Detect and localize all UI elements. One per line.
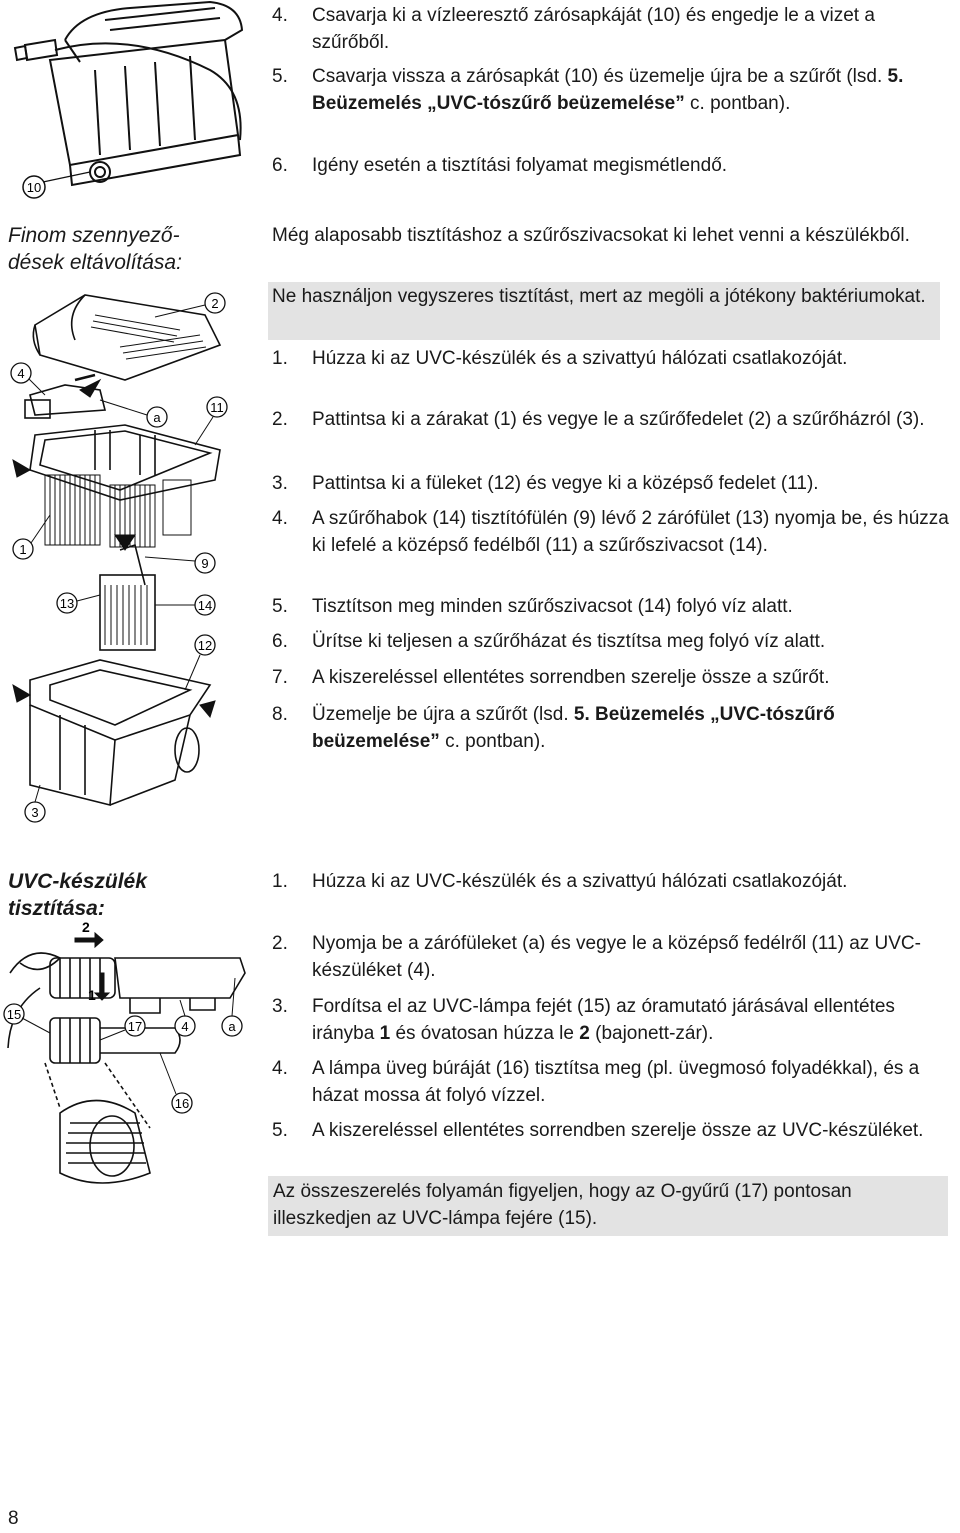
warning-box: Ne használjon vegyszeres tisztítást, mert az megöli a jótékony baktériumokat. [268, 282, 940, 340]
callout-10 [23, 172, 90, 198]
svg-text:10: 10 [26, 180, 42, 195]
list-item: 6. Igény esetén a tisztítási folyamat megismétlendő. [272, 155, 728, 176]
list-item: 4. Csavarja ki a vízleeresztő zárósapkáját (10) és engedje le a vizet a szűrőből. [272, 5, 875, 53]
filter-drain-illustration [10, 0, 260, 210]
list-item: 3. Pattintsa ki a füleket (12) és vegye ki a középső fedelet (11). [272, 473, 819, 494]
svg-text:12: 12 [197, 638, 213, 653]
callout-14 [155, 595, 215, 615]
svg-text:3: 3 [31, 805, 39, 820]
svg-text:a: a [228, 1019, 236, 1034]
callout-3 [25, 785, 45, 822]
svg-text:a: a [153, 410, 161, 425]
callout-11 [195, 397, 227, 445]
svg-text:4: 4 [17, 366, 25, 381]
callout-13 [57, 593, 100, 613]
svg-text:11: 11 [210, 400, 224, 415]
callout-1 [13, 515, 50, 559]
callout-9 [145, 553, 215, 573]
svg-text:14: 14 [197, 598, 213, 613]
list-item: 8. Üzemelje be újra a szűrőt (lsd. 5. Beüzemelés „UVC-tószűrő beüzemelése” c. pontban). [272, 704, 835, 752]
list-item: 4. A lámpa üveg búráját (16) tisztítsa meg (pl. üvegmosó folyadékkal), és a házat mossa át folyó vízzel. [272, 1058, 920, 1106]
page-number: 8 [8, 1508, 19, 1529]
list-item: 1. Húzza ki az UVC-készülék és a szivattyú hálózati csatlakozóját. [272, 871, 848, 892]
svg-text:17: 17 [127, 1019, 143, 1034]
arrow-label-2: 2 [82, 919, 90, 935]
list-item: 7. A kiszereléssel ellentétes sorrendben szerelje össze a szűrőt. [272, 667, 830, 688]
svg-text:4: 4 [181, 1019, 189, 1034]
list-item: 6. Ürítse ki teljesen a szűrőházat és tisztítsa meg folyó víz alatt. [272, 631, 826, 652]
list-item: 5. Csavarja vissza a zárósapkát (10) és üzemelje újra be a szűrőt (lsd. 5. Beüzemelés „UVC-tószűrő beüzemelése” c. pontban). [272, 66, 904, 114]
callout-a [222, 978, 242, 1036]
cross-reference: 5. Beüzemelés „UVC-tószűrő beüzemelése” [312, 704, 835, 752]
cross-reference: 5. Beüzemelés „UVC-tószűrő beüzemelése” [312, 66, 904, 114]
uvc-lamp-illustration [0, 918, 250, 1198]
svg-text:2: 2 [211, 296, 219, 311]
list-item: 1. Húzza ki az UVC-készülék és a szivattyú hálózati csatlakozóját. [272, 348, 848, 369]
callout-4 [11, 363, 45, 395]
list-item: 3. Fordítsa el az UVC-lámpa fejét (15) az óramutató járásával ellentétes irányba 1 és óvatosan húzza le 2 (bajonett-zár). [272, 996, 895, 1044]
callout-a [100, 400, 167, 427]
list-item: 2. Nyomja be a zárófüleket (a) és vegye le a középső fedélről (11) az UVC-készüléket (4). [272, 933, 921, 981]
svg-text:13: 13 [59, 596, 75, 611]
intro-paragraph: Még alaposabb tisztításhoz a szűrőszivacsokat ki lehet venni a készülékből. [272, 225, 910, 246]
svg-text:15: 15 [6, 1007, 22, 1022]
svg-text:9: 9 [201, 556, 209, 571]
section-label-uvc: UVC-készülék tisztítása: [8, 870, 147, 920]
note-box: Az összeszerelés folyamán figyeljen, hogy az O-gyűrű (17) pontosan illeszkedjen az UVC-lámpa fejére (15). [268, 1176, 948, 1236]
svg-text:1: 1 [19, 542, 27, 557]
section-label-fine-dirt: Finom szennyező- dések eltávolítása: [8, 224, 182, 274]
svg-text:16: 16 [174, 1096, 190, 1111]
callout-16 [160, 1053, 192, 1113]
arrow-label-1: 1 [88, 987, 96, 1003]
list-item: 5. Tisztítson meg minden szűrőszivacsot (14) folyó víz alatt. [272, 596, 793, 617]
list-item: 4. A szűrőhabok (14) tisztítófülén (9) lévő 2 zárófület (13) nyomja be, és húzza ki lefelé a középső fedélből (11) a szűrőszivacsot (14). [272, 508, 949, 556]
list-item: 5. A kiszereléssel ellentétes sorrendben szerelje össze az UVC-készüléket. [272, 1120, 924, 1141]
callout-4 [175, 1000, 195, 1036]
list-item: 2. Pattintsa ki a zárakat (1) és vegye le a szűrőfedelet (2) a szűrőházról (3). [272, 409, 925, 430]
callout-12 [185, 635, 215, 690]
filter-exploded-illustration [5, 285, 230, 830]
callout-2 [155, 293, 225, 317]
